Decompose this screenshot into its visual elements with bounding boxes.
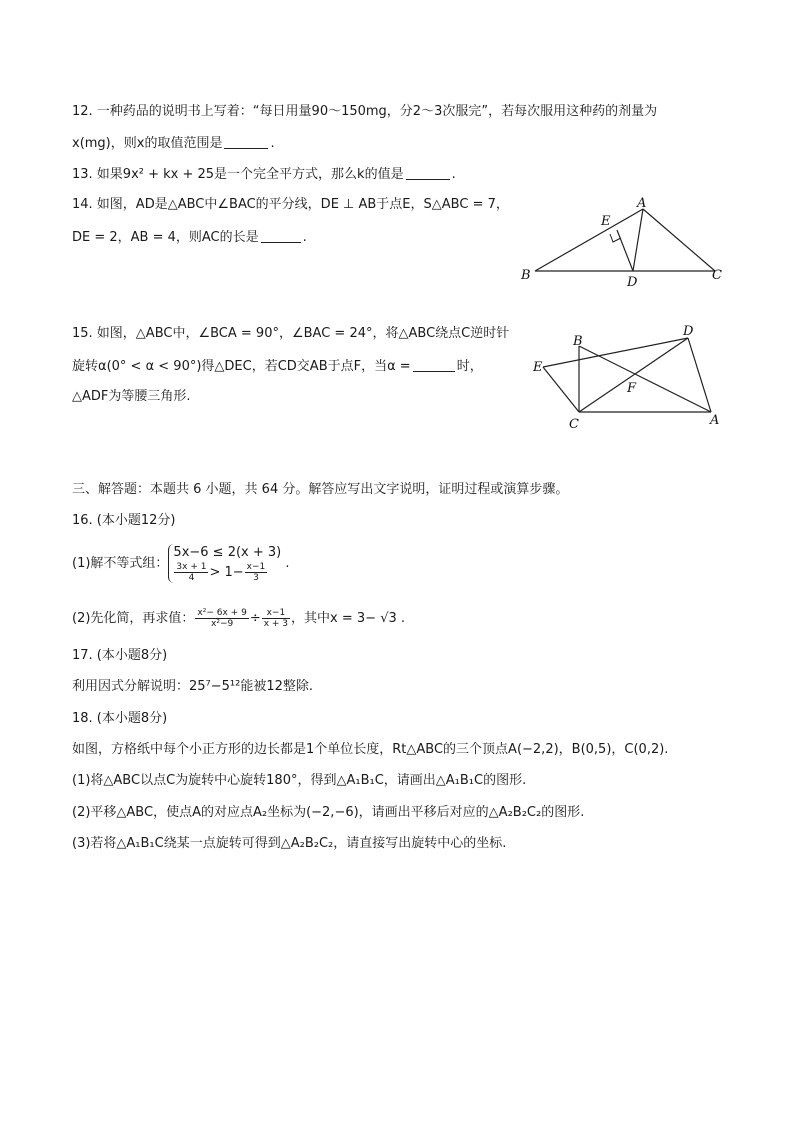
q16-part1-end: . [285, 556, 290, 571]
q14-label-C: C [712, 268, 722, 283]
q12-answer-blank[interactable] [224, 134, 268, 149]
q14-line2-text: DE = 2，AB = 4，则AC的长是 [72, 230, 259, 245]
q15-line3: △ADF为等腰三角形. [72, 389, 191, 404]
q12-line2 [72, 134, 275, 153]
q14-segment-ED [617, 230, 633, 271]
q14-line1: 14. 如图，AD是△ABC中∠BAC的平分线，DE ⊥ AB于点E，S△ABC = 7， [72, 197, 509, 212]
q15-line1: 15. 如图，△ABC中，∠BCA = 90°，∠BAC = 24°，将△ABC绕点C逆时针 [72, 326, 510, 341]
q16-fraction-2-num: x−1 [246, 562, 266, 572]
q16-heading: 16. (本小题12分) [72, 513, 176, 528]
q17-heading: 17. (本小题8分) [72, 648, 168, 663]
q14-label-B: B [521, 268, 531, 283]
q14-segment-AD [633, 209, 643, 271]
q14-segment-BA [535, 209, 643, 271]
q15-line2-end: 时， [456, 359, 483, 374]
q15-label-D: D [683, 324, 694, 339]
q16-fraction-2-den: 3 [253, 573, 259, 583]
q15-label-C: C [569, 417, 579, 432]
q16-fraction-4 [262, 608, 290, 629]
q18-part2: (2)平移△ABC，使点A的对应点A₂坐标为(−2,−6)，请画出平移后对应的△A₂B₂C₂的图形. [72, 805, 585, 820]
q18-part3: (3)若将△A₁B₁C绕某一点旋转可得到△A₂B₂C₂，请直接写出旋转中心的坐标. [72, 836, 507, 851]
q15-rotation-figure [525, 320, 730, 435]
q15-label-B: B [573, 334, 583, 349]
q14-segment-AC [643, 209, 715, 271]
q18-intro: 如图，方格纸中每个小正方形的边长都是1个单位长度，Rt△ABC的三个顶点A(−2,2)，B(0,5)，C(0,2). [72, 742, 669, 757]
q16-fraction-4-num: x−1 [262, 608, 290, 619]
q16-fraction-3-den: x²−9 [211, 619, 234, 629]
q12-line2-text: x(mg)，则x的取值范围是 [72, 136, 223, 151]
q16-fraction-1-den: 4 [188, 573, 195, 583]
q16-inequality-system [168, 544, 281, 583]
q18-heading: 18. (本小题8分) [72, 711, 168, 726]
q16-part1 [72, 541, 290, 587]
q12-line2-end: . [270, 136, 275, 151]
q16-divide-sign: ÷ [249, 611, 261, 626]
q14-answer-blank[interactable] [261, 228, 301, 243]
q16-part2 [72, 606, 405, 632]
section3-heading: 三、解答题：本题共 6 小题，共 64 分。解答应写出文字说明，证明过程或演算步骤。 [72, 482, 569, 497]
q15-line2-text: 旋转α(0° < α < 90°)得△DEC，若CD交AB于点F，当α = [72, 359, 411, 374]
q14-line2 [72, 228, 307, 247]
q13-line [72, 165, 456, 184]
q18-part1: (1)将△ABC以点C为旋转中心旋转180°，得到△A₁B₁C，请画出△A₁B₁C的图形. [72, 773, 527, 788]
q16-system-row2-mid: > 1− [209, 565, 244, 580]
q15-segment-CE [543, 367, 579, 412]
q15-label-E: E [533, 360, 543, 375]
q17-text: 利用因式分解说明：25⁷−5¹²能被12整除. [72, 679, 314, 694]
q15-line2 [72, 357, 483, 376]
q16-part2-label: (2)先化简，再求值： [72, 611, 195, 626]
q14-label-E: E [601, 214, 611, 229]
q14-label-D: D [627, 275, 638, 290]
q16-fraction-4-den: x + 3 [263, 619, 289, 629]
q16-fraction-3-num: x²− 6x + 9 [197, 608, 247, 618]
q16-part1-label: (1)解不等式组： [72, 556, 169, 571]
q14-line2-end: . [302, 230, 307, 245]
q16-fraction-3 [195, 608, 248, 629]
q15-segment-DA [688, 338, 711, 412]
q16-fraction-2 [245, 562, 268, 583]
q16-fraction-1 [174, 562, 208, 583]
q13-text: 13. 如果9x² + kx + 25是一个完全平方式，那么k的值是 [72, 167, 404, 182]
q15-label-F: F [627, 381, 637, 396]
q15-label-A: A [710, 413, 720, 428]
q16-system-row1: 5x−6 ≤ 2(x + 3) [173, 545, 282, 560]
q16-fraction-1-num: 3x + 1 [176, 562, 207, 572]
q15-answer-blank[interactable] [413, 357, 455, 372]
q14-triangle-figure [515, 193, 730, 293]
q13-answer-blank[interactable] [406, 165, 450, 180]
q13-end: . [451, 167, 456, 182]
q14-label-A: A [637, 196, 647, 211]
q12-line1: 12. 一种药品的说明书上写着：“每日用量90～150mg，分2～3次服完”，若每次服用这种药的剂量为 [72, 104, 658, 119]
q16-system-row2 [173, 562, 281, 583]
q16-part2-end: ，其中x = 3− √3 . [291, 611, 406, 626]
